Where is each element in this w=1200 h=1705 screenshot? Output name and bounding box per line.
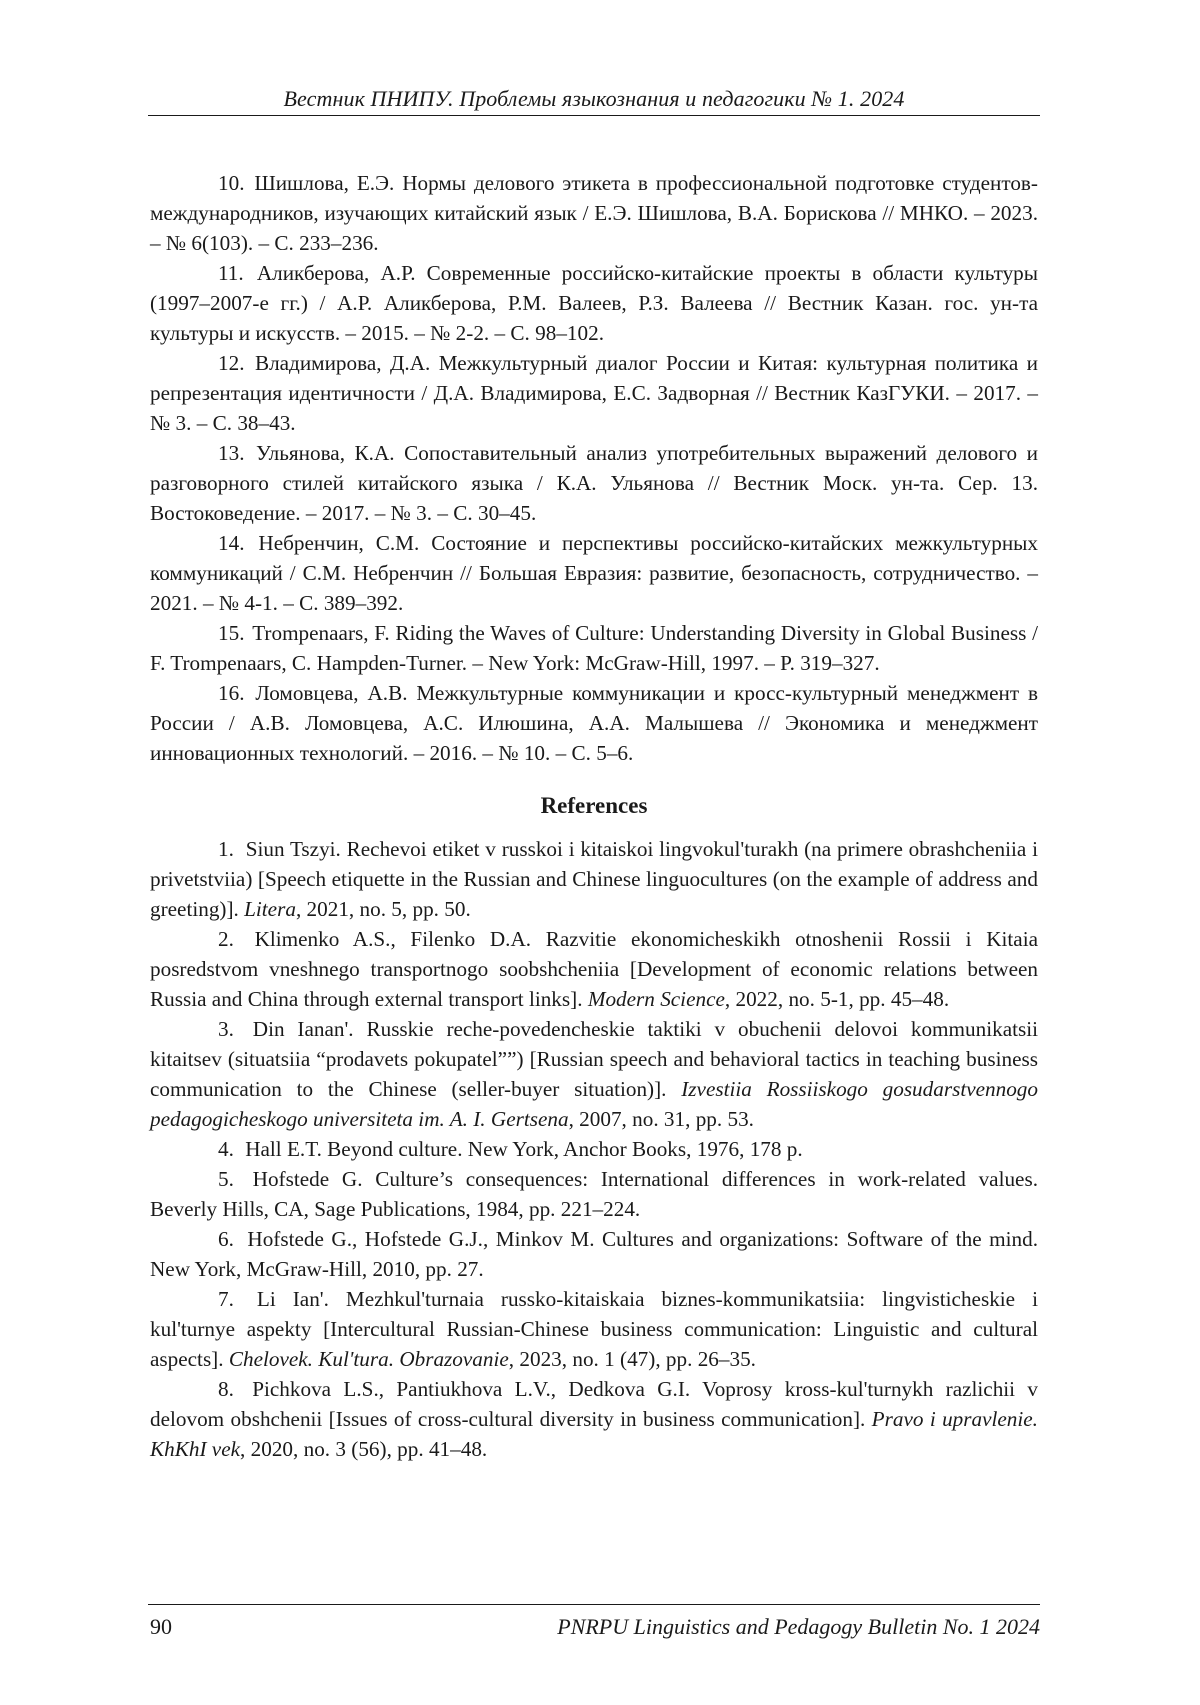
bib-entry-number: 11. bbox=[218, 261, 255, 285]
bib-entry-text: Trompenaars, F. Riding the Waves of Culture: Understanding Diversity in Global Business / F. Trompenaars, C. Hampden-Turner. – New York: McGraw-Hill, 1997. – P. 319–327. bbox=[150, 621, 1038, 675]
page-number: 90 bbox=[150, 1614, 172, 1640]
reference-details: , 2022, no. 5-1, pp. 45–48. bbox=[725, 987, 949, 1011]
reference-number: 3. bbox=[218, 1017, 247, 1041]
reference-text: Pichkova L.S., Pantiukhova L.V., Dedkova G.I. Voprosy kross-kul'turnykh razlichii v delovom obshchenii [Issues of cross-cultural diversity in business communication]. bbox=[150, 1377, 1038, 1431]
reference-entry-6 bbox=[150, 1224, 1038, 1284]
reference-number: 4. bbox=[218, 1137, 239, 1161]
bib-entry-text: Ломовцева, А.В. Межкультурные коммуникации и кросс-культурный менеджмент в России / А.В. Ломовцева, А.С. Илюшина, А.А. Малышева // Экономика и менеджмент инновационных технологий. – 2016. – № 10. – С. 5–6. bbox=[150, 681, 1038, 765]
reference-entry-2 bbox=[150, 924, 1038, 1014]
reference-journal: Chelovek. Kul'tura. Obrazovanie bbox=[229, 1347, 509, 1371]
reference-details: , 2020, no. 3 (56), pp. 41–48. bbox=[240, 1437, 487, 1461]
reference-entry-7 bbox=[150, 1284, 1038, 1374]
reference-text: Li Ian'. Mezhkul'turnaia russko-kitaiskaia biznes-kommunikatsiia: lingvisticheskie i kul'turnye aspekty [Intercultural Russian-Chinese business communication: Linguistic and cultural aspects]. bbox=[150, 1287, 1038, 1371]
bib-entry-12 bbox=[150, 348, 1038, 438]
reference-journal: Litera bbox=[244, 897, 296, 921]
header-rule bbox=[148, 115, 1040, 116]
reference-number: 2. bbox=[218, 927, 249, 951]
reference-journal: Pravo i upravlenie. KhKhI vek bbox=[150, 1407, 1038, 1461]
bib-entry-text: Шишлова, Е.Э. Нормы делового этикета в профессиональной подготовке студентов-международников, изучающих китайский язык / Е.Э. Шишлова, В.А. Борискова // МНКО. – 2023. – № 6(103). – С. 233–236. bbox=[150, 171, 1038, 255]
footer-journal-title: PNRPU Linguistics and Pedagogy Bulletin No. 1 2024 bbox=[557, 1614, 1040, 1640]
bib-entry-number: 12. bbox=[218, 351, 253, 375]
bib-entry-text: Владимирова, Д.А. Межкультурный диалог России и Китая: культурная политика и репрезентация идентичности / Д.А. Владимирова, Е.С. Задворная // Вестник КазГУКИ. – 2017. – № 3. – С. 38–43. bbox=[150, 351, 1038, 435]
bibliography-ru bbox=[150, 168, 1038, 768]
bib-entry-text: Небренчин, С.М. Состояние и перспективы российско-китайских межкультурных коммуникаций / С.М. Небренчин // Большая Евразия: развитие, безопасность, сотрудничество. – 2021. – № 4-1. – С. 389–392. bbox=[150, 531, 1038, 615]
reference-details: , 2007, no. 31, pp. 53. bbox=[569, 1107, 754, 1131]
reference-number: 7. bbox=[218, 1287, 251, 1311]
bib-entry-number: 14. bbox=[218, 531, 256, 555]
bib-entry-10 bbox=[150, 168, 1038, 258]
reference-text: Din Ianan'. Russkie reche-povedencheskie taktiki v obuchenii delovoi kommunikatsii kitaitsev (situatsiia “prodavets pokupatel””) [Russian speech and behavioral tactics in teaching business communication to the Chinese (seller-buyer situation)]. bbox=[150, 1017, 1038, 1101]
references-heading: References bbox=[150, 790, 1038, 822]
references-list bbox=[150, 834, 1038, 1464]
reference-number: 6. bbox=[218, 1227, 241, 1251]
bib-entry-number: 15. bbox=[218, 621, 250, 645]
reference-details: , 2023, no. 1 (47), pp. 26–35. bbox=[509, 1347, 756, 1371]
bib-entry-15 bbox=[150, 618, 1038, 678]
bib-entry-number: 10. bbox=[218, 171, 252, 195]
reference-details: , 2021, no. 5, pp. 50. bbox=[296, 897, 471, 921]
bib-entry-16 bbox=[150, 678, 1038, 768]
page-body bbox=[150, 168, 1038, 1464]
reference-text: Hofstede G. Culture’s consequences: International differences in work-related values. Beverly Hills, CA, Sage Publications, 1984, pp. 221–224. bbox=[150, 1167, 1038, 1221]
bib-entry-number: 13. bbox=[218, 441, 254, 465]
reference-entry-3 bbox=[150, 1014, 1038, 1134]
bib-entry-text: Аликберова, А.Р. Современные российско-китайские проекты в области культуры (1997–2007-е гг.) / А.Р. Аликберова, Р.М. Валеев, Р.З. Валеева // Вестник Казан. гос. ун-та культуры и искусств. – 2015. – № 2-2. – С. 98–102. bbox=[150, 261, 1038, 345]
reference-number: 1. bbox=[218, 837, 240, 861]
reference-entry-5 bbox=[150, 1164, 1038, 1224]
reference-entry-1 bbox=[150, 834, 1038, 924]
reference-text: Klimenko A.S., Filenko D.A. Razvitie ekonomicheskikh otnoshenii Rossii i Kitaia posredstvom vneshnego transportnogo soobshcheniia [Development of economic relations between Russia and China through external transport links]. bbox=[150, 927, 1038, 1011]
running-header: Вестник ПНИПУ. Проблемы языкознания и педагогики № 1. 2024 bbox=[148, 86, 1040, 112]
reference-entry-4 bbox=[150, 1134, 1038, 1164]
reference-text: Hall E.T. Beyond culture. New York, Anchor Books, 1976, 178 p. bbox=[245, 1137, 803, 1161]
reference-journal: Izvestiia Rossiiskogo gosudarstvennogo pedagogicheskogo universiteta im. A. I. Gertsena bbox=[150, 1077, 1038, 1131]
reference-text: Siun Tszyi. Rechevoi etiket v russkoi i kitaiskoi lingvokul'turakh (na primere obrashcheniia i privetstviia) [Speech etiquette in the Russian and Chinese linguocultures (on the example of address and greeting)]. bbox=[150, 837, 1038, 921]
reference-number: 8. bbox=[218, 1377, 246, 1401]
bib-entry-14 bbox=[150, 528, 1038, 618]
reference-text: Hofstede G., Hofstede G.J., Minkov M. Cultures and organizations: Software of the mind. New York, McGraw-Hill, 2010, pp. 27. bbox=[150, 1227, 1038, 1281]
footer-rule bbox=[148, 1604, 1040, 1605]
bib-entry-number: 16. bbox=[218, 681, 253, 705]
bib-entry-text: Ульянова, К.А. Сопоставительный анализ употребительных выражений делового и разговорного стилей китайского языка / К.А. Ульянова // Вестник Моск. ун-та. Сер. 13. Востоковедение. – 2017. – № 3. – С. 30–45. bbox=[150, 441, 1038, 525]
bib-entry-11 bbox=[150, 258, 1038, 348]
reference-journal: Modern Science bbox=[588, 987, 725, 1011]
reference-entry-8 bbox=[150, 1374, 1038, 1464]
bib-entry-13 bbox=[150, 438, 1038, 528]
reference-number: 5. bbox=[218, 1167, 247, 1191]
